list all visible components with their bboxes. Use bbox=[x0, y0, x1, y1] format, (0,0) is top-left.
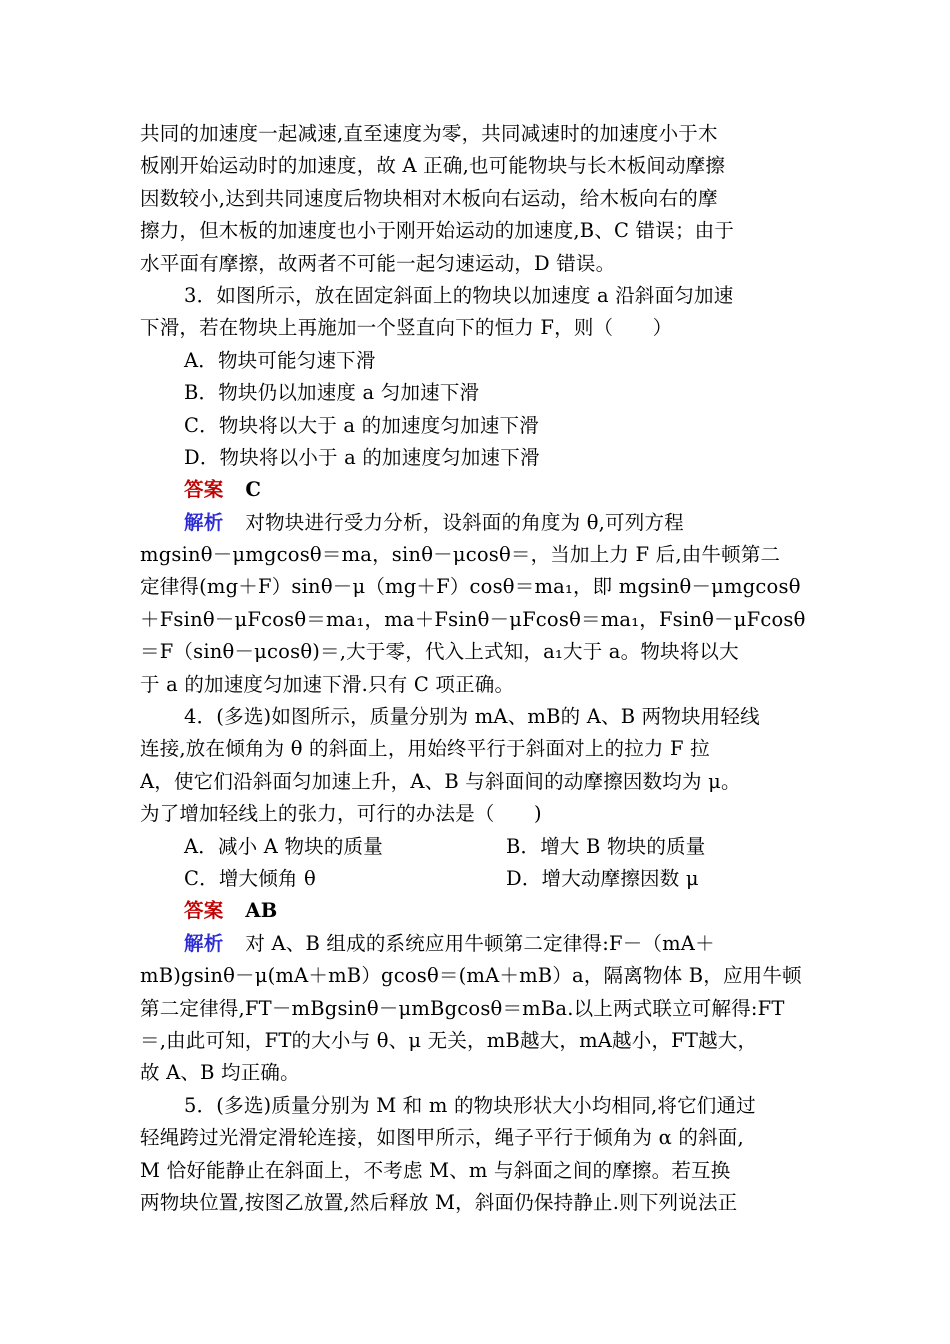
analysis-first-line-q3 bbox=[140, 507, 812, 539]
text-line: 为了增加轻线上的张力，可行的办法是（ ) bbox=[140, 802, 542, 826]
text-line: 因数较小,达到共同速度后物块相对木板向右运动，给木板向右的摩 bbox=[140, 186, 718, 210]
option-text: C．增大倾角 θ bbox=[184, 866, 316, 890]
text-line: 轻绳跨过光滑定滑轮连接，如图甲所示，绳子平行于倾角为 α 的斜面, bbox=[140, 1126, 744, 1150]
analysis-first-line-q4 bbox=[140, 928, 812, 960]
text-line: ＝,由此可知，FT的大小与 θ、μ 无关，mB越大，mA越小，FT越大， bbox=[140, 1028, 758, 1052]
text-line: 第二定律得,FT－mBgsinθ－μmBgcosθ＝mBa.以上两式联立可解得:FT bbox=[140, 996, 785, 1020]
analysis-text: 对 A、B 组成的系统应用牛顿第二定律得:F－（mA＋ bbox=[245, 931, 715, 955]
text-line: M 恰好能静止在斜面上，不考虑 M、m 与斜面之间的摩擦。若互换 bbox=[140, 1158, 731, 1182]
text-line: 下滑，若在物块上再施加一个竖直向下的恒力 F，则（ ） bbox=[140, 316, 673, 340]
answer-label: 答案 bbox=[184, 478, 224, 502]
analysis-body-q4 bbox=[140, 960, 812, 1090]
text-line: ＋Fsinθ－μFcosθ＝ma₁，ma＋Fsinθ－μFcosθ＝ma₁，Fsinθ－μFcosθ bbox=[140, 607, 806, 631]
option-row bbox=[140, 863, 812, 895]
text-line: 5．(多选)质量分别为 M 和 m 的物块形状大小均相同,将它们通过 bbox=[184, 1093, 756, 1117]
text-line: D．物块将以小于 a 的加速度匀加速下滑 bbox=[184, 445, 540, 469]
question-4 bbox=[140, 701, 812, 831]
answer-value: C bbox=[245, 478, 262, 502]
text-line: 连接,放在倾角为 θ 的斜面上，用始终平行于斜面对上的拉力 F 拉 bbox=[140, 737, 710, 761]
text-line: C．物块将以大于 a 的加速度匀加速下滑 bbox=[184, 413, 539, 437]
document-page bbox=[140, 118, 812, 1219]
answer-label: 答案 bbox=[184, 899, 224, 923]
question-4-options bbox=[140, 831, 812, 896]
text-line: 水平面有摩擦，故两者不可能一起匀速运动，D 错误。 bbox=[140, 251, 616, 275]
text-line: 板刚开始运动时的加速度，故 A 正确,也可能物块与长木板间动摩擦 bbox=[140, 154, 726, 178]
text-line: ＝F（sinθ－μcosθ)＝,大于零，代入上式知，a₁大于 a。物块将以大 bbox=[140, 640, 739, 664]
text-line: 于 a 的加速度匀加速下滑.只有 C 项正确。 bbox=[140, 672, 515, 696]
option-row bbox=[140, 831, 812, 863]
text-line: 3．如图所示，放在固定斜面上的物块以加速度 a 沿斜面匀加速 bbox=[184, 283, 734, 307]
answer-line-q3 bbox=[140, 474, 812, 506]
answer-line-q4 bbox=[140, 895, 812, 927]
text-line: 两物块位置,按图乙放置,然后释放 M，斜面仍保持静止.则下列说法正 bbox=[140, 1190, 738, 1214]
text-line: A．物块可能匀速下滑 bbox=[184, 348, 376, 372]
text-line: 擦力，但木板的加速度也小于刚开始运动的加速度,B、C 错误；由于 bbox=[140, 219, 735, 243]
text-line: 共同的加速度一起减速,直至速度为零，共同减速时的加速度小于木 bbox=[140, 122, 718, 145]
text-line: 故 A、B 均正确。 bbox=[140, 1061, 300, 1085]
text-line: A，使它们沿斜面匀加速上升，A、B 与斜面间的动摩擦因数均为 μ。 bbox=[140, 769, 741, 793]
analysis-text: 对物块进行受力分析，设斜面的角度为 θ,可列方程 bbox=[245, 510, 684, 534]
analysis-body-q3 bbox=[140, 539, 812, 701]
option-text: D．增大动摩擦因数 μ bbox=[506, 866, 699, 890]
text-line: 定律得(mg＋F）sinθ－μ（mg＋F）cosθ＝ma₁，即 mgsinθ－μmgcosθ bbox=[140, 575, 801, 599]
option-text: B．增大 B 物块的质量 bbox=[506, 834, 706, 858]
analysis-label: 解析 bbox=[184, 931, 224, 955]
answer-value: AB bbox=[245, 899, 278, 923]
analysis-label: 解析 bbox=[184, 510, 224, 534]
paragraph-block bbox=[140, 118, 812, 474]
question-5 bbox=[140, 1090, 812, 1220]
option-text: A．减小 A 物块的质量 bbox=[184, 834, 383, 858]
text-line: B．物块仍以加速度 a 匀加速下滑 bbox=[184, 381, 480, 405]
text-line: 4．(多选)如图所示，质量分别为 mA、mB的 A、B 两物块用轻线 bbox=[184, 705, 760, 729]
text-line: mgsinθ－μmgcosθ＝ma，sinθ－μcosθ＝，当加上力 F 后,由牛顿第二 bbox=[140, 543, 781, 567]
text-line: mB)gsinθ－μ(mA＋mB）gcosθ＝(mA＋mB）a，隔离物体 B，应用牛顿 bbox=[140, 964, 802, 988]
